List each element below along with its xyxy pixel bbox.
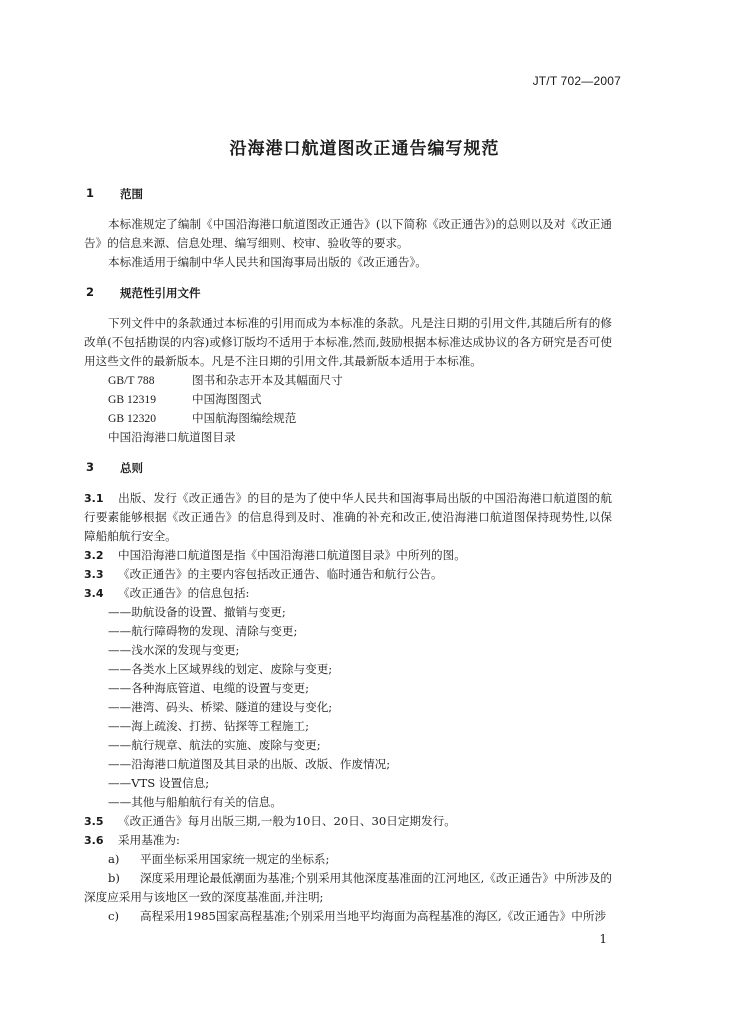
clause-3-3 bbox=[84, 565, 612, 584]
list-item: ——VTS 设置信息; bbox=[108, 776, 210, 790]
section-number: 3 bbox=[86, 460, 95, 474]
document-body bbox=[84, 186, 612, 939]
section-general bbox=[84, 460, 612, 926]
clause-text: 《改正通告》的信息包括: bbox=[118, 586, 250, 600]
clause-number: 3.4 bbox=[84, 587, 104, 600]
clause-number: 3.6 bbox=[84, 834, 104, 847]
clause-number: 3.2 bbox=[84, 549, 104, 562]
section-title: 总则 bbox=[120, 461, 143, 475]
list-item: ——其他与船舶航行有关的信息。 bbox=[108, 795, 282, 809]
reference-name: 中国沿海港口航道图目录 bbox=[108, 430, 236, 444]
reference-name: 中国海图图式 bbox=[192, 392, 262, 406]
clause-3-5 bbox=[84, 812, 612, 831]
list-item: ——航行障碍物的发现、清除与变更; bbox=[108, 624, 298, 638]
list-item: ——航行规章、航法的实施、废除与变更; bbox=[108, 738, 321, 752]
clause-3-6 bbox=[84, 831, 612, 850]
clause-3-1 bbox=[84, 489, 612, 546]
reference-item bbox=[84, 428, 612, 447]
clause-text: 采用基准为: bbox=[118, 833, 180, 847]
paragraph: 下列文件中的条款通过本标准的引用而成为本标准的条款。凡是注日期的引用文件,其随后所有的修改单(不包括勘误的内容)或修订版均不适用于本标准,然而,鼓励根据本标准达成协议的各方研究是否可使用这些文件的最新版本。凡是不注日期的引用文件,其最新版本适用于本标准。 bbox=[84, 316, 612, 368]
clause-text: 出版、发行《改正通告》的目的是为了使中华人民共和国海事局出版的中国沿海港口航道图的航行要素能够根据《改正通告》的信息得到及时、准确的补充和改正,使沿海港口航道图保持现势性,以保障船舶航行安全。 bbox=[84, 491, 612, 543]
clause-number: 3.3 bbox=[84, 568, 104, 581]
reference-name: 中国航海图编绘规范 bbox=[192, 411, 297, 425]
info-list bbox=[84, 603, 612, 812]
list-item bbox=[84, 869, 612, 907]
reference-code: GB 12319 bbox=[108, 393, 156, 406]
document-title: 沿海港口航道图改正通告编写规范 bbox=[229, 139, 500, 159]
list-item: ——海上疏浚、打捞、钻探等工程施工; bbox=[108, 719, 310, 733]
list-item: ——各种海底管道、电缆的设置与变更; bbox=[108, 681, 310, 695]
list-item: ——港湾、码头、桥梁、隧道的建设与变化; bbox=[108, 700, 333, 714]
clause-3-2 bbox=[84, 546, 612, 565]
item-label: c) bbox=[108, 909, 120, 923]
reference-list bbox=[84, 371, 612, 447]
section-normative-references bbox=[84, 285, 612, 447]
list-item bbox=[84, 850, 612, 869]
reference-item bbox=[84, 371, 612, 390]
clause-text: 中国沿海港口航道图是指《中国沿海港口航道图目录》中所列的图。 bbox=[118, 548, 466, 562]
item-label: a) bbox=[108, 852, 120, 866]
section-title: 范围 bbox=[120, 187, 143, 201]
reference-item bbox=[84, 409, 612, 428]
reference-code: GB/T 788 bbox=[108, 374, 155, 387]
list-item: ——沿海港口航道图及其目录的出版、改版、作废情况; bbox=[108, 757, 391, 771]
section-title: 规范性引用文件 bbox=[120, 286, 201, 300]
clause-3-4 bbox=[84, 584, 612, 603]
paragraph: 本标准规定了编制《中国沿海港口航道图改正通告》(以下简称《改正通告》)的总则以及对《改正通告》的信息来源、信息处理、编写细则、校审、验收等的要求。 bbox=[84, 217, 612, 250]
clause-number: 3.1 bbox=[84, 492, 104, 505]
list-item: ——各类水上区域界线的划定、废除与变更; bbox=[108, 662, 333, 676]
section-scope bbox=[84, 186, 612, 272]
list-item: ——浅水深的发现与变更; bbox=[108, 643, 240, 657]
section-heading bbox=[84, 186, 612, 202]
standard-code: JT/T 702—2007 bbox=[532, 74, 621, 88]
clause-number: 3.5 bbox=[84, 815, 104, 828]
section-heading bbox=[84, 460, 612, 476]
reference-code: GB 12320 bbox=[108, 412, 156, 425]
clause-text: 《改正通告》的主要内容包括改正通告、临时通告和航行公告。 bbox=[118, 567, 443, 581]
item-label: b) bbox=[108, 871, 120, 885]
datum-list bbox=[84, 850, 612, 926]
item-text: 深度采用理论最低潮面为基准;个别采用其他深度基准面的江河地区,《改正通告》中所涉及的深度应采用与该地区一致的深度基准面,并注明; bbox=[84, 871, 612, 904]
list-item: ——助航设备的设置、撤销与变更; bbox=[108, 605, 286, 619]
paragraph: 本标准适用于编制中华人民共和国海事局出版的《改正通告》。 bbox=[108, 255, 427, 269]
reference-name: 图书和杂志开本及其幅面尺寸 bbox=[192, 373, 343, 387]
section-heading bbox=[84, 285, 612, 301]
reference-item bbox=[84, 390, 612, 409]
section-number: 2 bbox=[86, 285, 95, 299]
item-text: 平面坐标采用国家统一规定的坐标系; bbox=[140, 852, 330, 866]
list-item bbox=[84, 907, 612, 926]
clause-text: 《改正通告》每月出版三期,一般为10日、20日、30日定期发行。 bbox=[118, 814, 456, 828]
page-number: 1 bbox=[599, 932, 607, 946]
section-number: 1 bbox=[86, 186, 95, 200]
item-text: 高程采用1985国家高程基准;个别采用当地平均海面为高程基准的海区,《改正通告》中所涉 bbox=[140, 909, 607, 923]
